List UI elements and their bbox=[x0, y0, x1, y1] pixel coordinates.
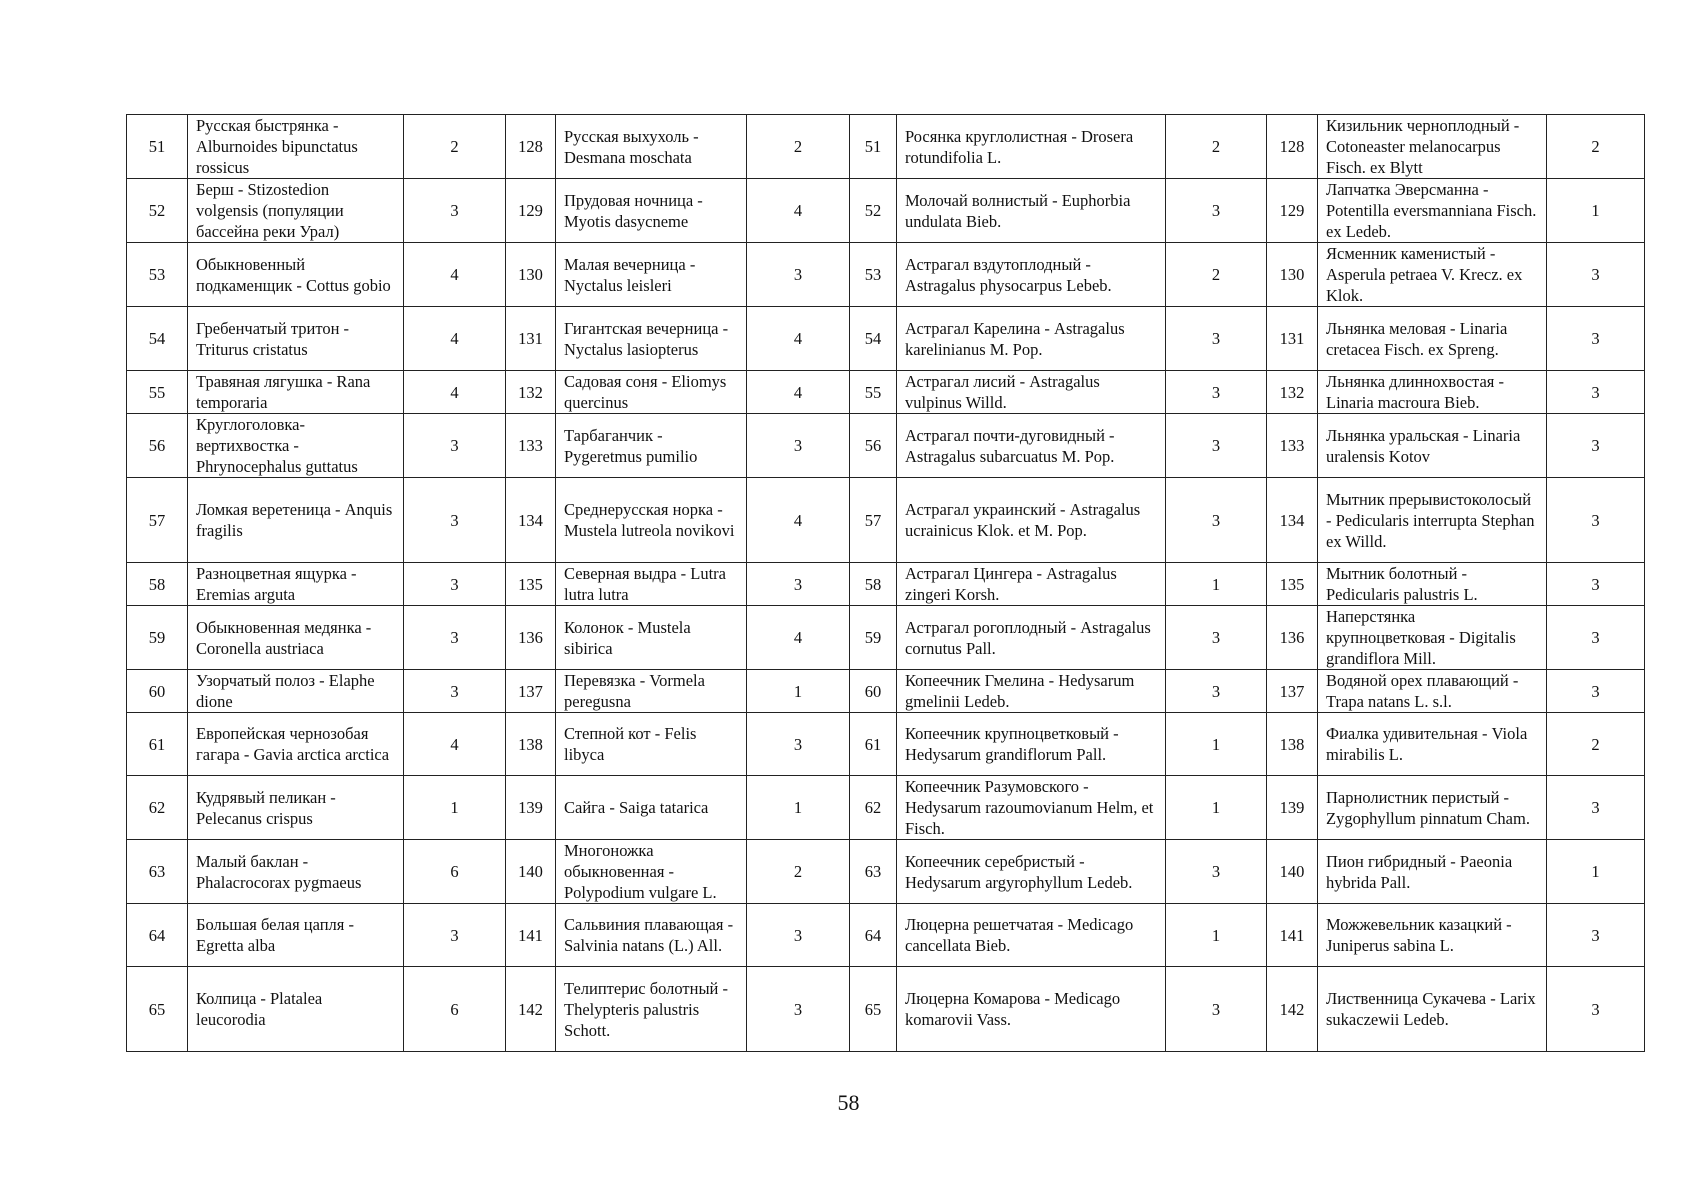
row-number-cell: 59 bbox=[127, 606, 188, 670]
category-cell: 3 bbox=[1166, 967, 1267, 1052]
species-cell: Малая вечерница - Nyctalus leisleri bbox=[556, 243, 747, 307]
row-number-cell: 65 bbox=[850, 967, 897, 1052]
category-cell: 3 bbox=[1166, 179, 1267, 243]
row-number-cell: 131 bbox=[1267, 307, 1318, 371]
row-number-cell: 60 bbox=[127, 670, 188, 713]
table-row bbox=[127, 371, 1645, 414]
row-number-cell: 142 bbox=[1267, 967, 1318, 1052]
species-table bbox=[126, 114, 1645, 1052]
category-cell: 2 bbox=[1547, 713, 1645, 776]
row-number-cell: 62 bbox=[127, 776, 188, 840]
category-cell: 3 bbox=[1547, 478, 1645, 563]
category-cell: 3 bbox=[404, 478, 506, 563]
category-cell: 4 bbox=[747, 606, 850, 670]
species-cell: Копеечник Гмелина - Hedysarum gmelinii Ledeb. bbox=[897, 670, 1166, 713]
category-cell: 6 bbox=[404, 967, 506, 1052]
category-cell: 3 bbox=[404, 606, 506, 670]
row-number-cell: 134 bbox=[506, 478, 556, 563]
species-cell: Фиалка удивительная - Viola mirabilis L. bbox=[1318, 713, 1547, 776]
category-cell: 1 bbox=[747, 670, 850, 713]
category-cell: 1 bbox=[1166, 713, 1267, 776]
row-number-cell: 59 bbox=[850, 606, 897, 670]
row-number-cell: 131 bbox=[506, 307, 556, 371]
species-cell: Тарбаганчик - Pygeretmus pumilio bbox=[556, 414, 747, 478]
category-cell: 3 bbox=[1166, 307, 1267, 371]
species-cell: Садовая соня - Eliomys quercinus bbox=[556, 371, 747, 414]
category-cell: 2 bbox=[747, 115, 850, 179]
species-cell: Астрагал украинский - Astragalus ucrainicus Klok. et M. Pop. bbox=[897, 478, 1166, 563]
category-cell: 1 bbox=[1166, 563, 1267, 606]
category-cell: 3 bbox=[1547, 670, 1645, 713]
category-cell: 3 bbox=[1547, 904, 1645, 967]
species-cell: Сайга - Saiga tatarica bbox=[556, 776, 747, 840]
category-cell: 3 bbox=[747, 713, 850, 776]
category-cell: 6 bbox=[404, 840, 506, 904]
species-cell: Копеечник Разумовского - Hedysarum razoumovianum Helm, et Fisch. bbox=[897, 776, 1166, 840]
species-cell: Ломкая веретеница - Anquis fragilis bbox=[188, 478, 404, 563]
species-cell: Астрагал лисий - Astragalus vulpinus Willd. bbox=[897, 371, 1166, 414]
species-cell: Степной кот - Felis libyca bbox=[556, 713, 747, 776]
species-cell: Европейская чернозобая гагара - Gavia arctica arctica bbox=[188, 713, 404, 776]
species-cell: Люцерна Комарова - Medicago komarovii Vass. bbox=[897, 967, 1166, 1052]
species-cell: Молочай волнистый - Euphorbia undulata Bieb. bbox=[897, 179, 1166, 243]
species-cell: Льнянка длиннохвостая - Linaria macroura Bieb. bbox=[1318, 371, 1547, 414]
species-cell: Гигантская вечерница - Nyctalus lasiopterus bbox=[556, 307, 747, 371]
species-cell: Колпица - Platalea leucorodia bbox=[188, 967, 404, 1052]
species-cell: Русская быстрянка - Alburnoides bipunctatus rossicus bbox=[188, 115, 404, 179]
species-cell: Круглоголовка-вертихвостка - Phrynocephalus guttatus bbox=[188, 414, 404, 478]
category-cell: 2 bbox=[747, 840, 850, 904]
species-cell: Большая белая цапля - Egretta alba bbox=[188, 904, 404, 967]
row-number-cell: 53 bbox=[850, 243, 897, 307]
species-cell: Астрагал рогоплодный - Astragalus cornutus Pall. bbox=[897, 606, 1166, 670]
category-cell: 3 bbox=[1166, 606, 1267, 670]
species-cell: Кудрявый пеликан - Pelecanus crispus bbox=[188, 776, 404, 840]
species-cell: Перевязка - Vormela peregusna bbox=[556, 670, 747, 713]
row-number-cell: 141 bbox=[506, 904, 556, 967]
row-number-cell: 129 bbox=[1267, 179, 1318, 243]
row-number-cell: 64 bbox=[850, 904, 897, 967]
category-cell: 4 bbox=[747, 307, 850, 371]
category-cell: 3 bbox=[1547, 243, 1645, 307]
species-cell: Прудовая ночница - Myotis dasycneme bbox=[556, 179, 747, 243]
category-cell: 4 bbox=[404, 371, 506, 414]
category-cell: 3 bbox=[1547, 776, 1645, 840]
row-number-cell: 135 bbox=[1267, 563, 1318, 606]
row-number-cell: 64 bbox=[127, 904, 188, 967]
row-number-cell: 55 bbox=[850, 371, 897, 414]
category-cell: 3 bbox=[1166, 670, 1267, 713]
table-row bbox=[127, 967, 1645, 1052]
species-cell: Льнянка меловая - Linaria cretacea Fisch. ex Spreng. bbox=[1318, 307, 1547, 371]
table-row bbox=[127, 307, 1645, 371]
species-cell: Астрагал вздутоплодный - Astragalus physocarpus Lebeb. bbox=[897, 243, 1166, 307]
row-number-cell: 52 bbox=[850, 179, 897, 243]
species-cell: Узорчатый полоз - Elaphe dione bbox=[188, 670, 404, 713]
species-cell: Гребенчатый тритон - Triturus cristatus bbox=[188, 307, 404, 371]
row-number-cell: 130 bbox=[506, 243, 556, 307]
row-number-cell: 133 bbox=[506, 414, 556, 478]
species-cell: Копеечник крупноцветковый - Hedysarum grandiflorum Pall. bbox=[897, 713, 1166, 776]
species-cell: Ясменник каменистый - Asperula petraea V. Krecz. ex Klok. bbox=[1318, 243, 1547, 307]
row-number-cell: 140 bbox=[506, 840, 556, 904]
row-number-cell: 137 bbox=[506, 670, 556, 713]
species-cell: Разноцветная ящурка - Eremias arguta bbox=[188, 563, 404, 606]
category-cell: 3 bbox=[747, 563, 850, 606]
table-row bbox=[127, 713, 1645, 776]
row-number-cell: 132 bbox=[506, 371, 556, 414]
species-cell: Можжевельник казацкий - Juniperus sabina L. bbox=[1318, 904, 1547, 967]
table-row bbox=[127, 840, 1645, 904]
category-cell: 4 bbox=[404, 243, 506, 307]
species-cell: Лиственница Сукачева - Larix sukaczewii Ledeb. bbox=[1318, 967, 1547, 1052]
species-cell: Астрагал Цингера - Astragalus zingeri Korsh. bbox=[897, 563, 1166, 606]
species-cell: Водяной орех плавающий - Trapa natans L. s.l. bbox=[1318, 670, 1547, 713]
row-number-cell: 57 bbox=[127, 478, 188, 563]
category-cell: 3 bbox=[1166, 414, 1267, 478]
row-number-cell: 63 bbox=[850, 840, 897, 904]
species-cell: Северная выдра - Lutra lutra lutra bbox=[556, 563, 747, 606]
row-number-cell: 136 bbox=[1267, 606, 1318, 670]
row-number-cell: 52 bbox=[127, 179, 188, 243]
species-cell: Обыкновенная медянка - Coronella austriaca bbox=[188, 606, 404, 670]
category-cell: 3 bbox=[404, 904, 506, 967]
row-number-cell: 61 bbox=[850, 713, 897, 776]
category-cell: 3 bbox=[1547, 967, 1645, 1052]
category-cell: 1 bbox=[404, 776, 506, 840]
species-cell: Астрагал Карелина - Astragalus karelinianus M. Pop. bbox=[897, 307, 1166, 371]
category-cell: 3 bbox=[747, 243, 850, 307]
category-cell: 1 bbox=[1547, 179, 1645, 243]
species-cell: Льнянка уральская - Linaria uralensis Kotov bbox=[1318, 414, 1547, 478]
category-cell: 4 bbox=[747, 478, 850, 563]
row-number-cell: 51 bbox=[127, 115, 188, 179]
row-number-cell: 138 bbox=[1267, 713, 1318, 776]
row-number-cell: 130 bbox=[1267, 243, 1318, 307]
category-cell: 4 bbox=[404, 713, 506, 776]
category-cell: 1 bbox=[1166, 904, 1267, 967]
species-cell: Берш - Stizostedion volgensis (популяции бассейна реки Урал) bbox=[188, 179, 404, 243]
row-number-cell: 139 bbox=[506, 776, 556, 840]
row-number-cell: 139 bbox=[1267, 776, 1318, 840]
table-row bbox=[127, 478, 1645, 563]
row-number-cell: 141 bbox=[1267, 904, 1318, 967]
category-cell: 3 bbox=[1547, 307, 1645, 371]
category-cell: 1 bbox=[1547, 840, 1645, 904]
category-cell: 3 bbox=[1166, 478, 1267, 563]
category-cell: 3 bbox=[747, 414, 850, 478]
category-cell: 4 bbox=[747, 371, 850, 414]
species-cell: Росянка круглолистная - Drosera rotundifolia L. bbox=[897, 115, 1166, 179]
row-number-cell: 142 bbox=[506, 967, 556, 1052]
table-row bbox=[127, 904, 1645, 967]
table-row bbox=[127, 115, 1645, 179]
row-number-cell: 138 bbox=[506, 713, 556, 776]
species-cell: Мытник болотный - Pedicularis palustris L. bbox=[1318, 563, 1547, 606]
row-number-cell: 51 bbox=[850, 115, 897, 179]
category-cell: 2 bbox=[1166, 115, 1267, 179]
species-cell: Среднерусская норка - Mustela lutreola novikovi bbox=[556, 478, 747, 563]
species-cell: Колонок - Mustela sibirica bbox=[556, 606, 747, 670]
row-number-cell: 132 bbox=[1267, 371, 1318, 414]
species-cell: Астрагал почти-дуговидный - Astragalus subarcuatus M. Pop. bbox=[897, 414, 1166, 478]
table-row bbox=[127, 179, 1645, 243]
category-cell: 3 bbox=[404, 563, 506, 606]
species-cell: Копеечник серебристый - Hedysarum argyrophyllum Ledeb. bbox=[897, 840, 1166, 904]
row-number-cell: 135 bbox=[506, 563, 556, 606]
table-row bbox=[127, 563, 1645, 606]
category-cell: 3 bbox=[404, 179, 506, 243]
category-cell: 4 bbox=[404, 307, 506, 371]
category-cell: 3 bbox=[1547, 414, 1645, 478]
row-number-cell: 58 bbox=[127, 563, 188, 606]
row-number-cell: 54 bbox=[850, 307, 897, 371]
species-cell: Кизильник черноплодный - Cotoneaster melanocarpus Fisch. ex Blytt bbox=[1318, 115, 1547, 179]
row-number-cell: 57 bbox=[850, 478, 897, 563]
category-cell: 1 bbox=[747, 776, 850, 840]
species-cell: Русская выхухоль - Desmana moschata bbox=[556, 115, 747, 179]
row-number-cell: 62 bbox=[850, 776, 897, 840]
category-cell: 3 bbox=[747, 967, 850, 1052]
species-cell: Телиптерис болотный - Thelypteris palustris Schott. bbox=[556, 967, 747, 1052]
category-cell: 4 bbox=[747, 179, 850, 243]
species-cell: Наперстянка крупноцветковая - Digitalis grandiflora Mill. bbox=[1318, 606, 1547, 670]
row-number-cell: 53 bbox=[127, 243, 188, 307]
category-cell: 3 bbox=[404, 670, 506, 713]
species-cell: Люцерна решетчатая - Medicago cancellata Bieb. bbox=[897, 904, 1166, 967]
category-cell: 3 bbox=[1166, 371, 1267, 414]
species-cell: Мытник прерывистоколосый - Pedicularis interrupta Stephan ex Willd. bbox=[1318, 478, 1547, 563]
row-number-cell: 136 bbox=[506, 606, 556, 670]
category-cell: 3 bbox=[1547, 563, 1645, 606]
table-row bbox=[127, 670, 1645, 713]
table-row bbox=[127, 776, 1645, 840]
category-cell: 3 bbox=[1547, 371, 1645, 414]
table-row bbox=[127, 243, 1645, 307]
category-cell: 1 bbox=[1166, 776, 1267, 840]
species-cell: Парнолистник перистый - Zygophyllum pinnatum Cham. bbox=[1318, 776, 1547, 840]
row-number-cell: 55 bbox=[127, 371, 188, 414]
species-cell: Обыкновенный подкаменщик - Cottus gobio bbox=[188, 243, 404, 307]
category-cell: 2 bbox=[1547, 115, 1645, 179]
row-number-cell: 56 bbox=[850, 414, 897, 478]
row-number-cell: 60 bbox=[850, 670, 897, 713]
species-cell: Сальвиния плавающая - Salvinia natans (L.) All. bbox=[556, 904, 747, 967]
row-number-cell: 65 bbox=[127, 967, 188, 1052]
row-number-cell: 140 bbox=[1267, 840, 1318, 904]
category-cell: 2 bbox=[1166, 243, 1267, 307]
table-row bbox=[127, 414, 1645, 478]
row-number-cell: 61 bbox=[127, 713, 188, 776]
category-cell: 3 bbox=[404, 414, 506, 478]
species-cell: Лапчатка Эверсманна - Potentilla eversmanniana Fisch. ex Ledeb. bbox=[1318, 179, 1547, 243]
category-cell: 3 bbox=[1166, 840, 1267, 904]
row-number-cell: 56 bbox=[127, 414, 188, 478]
species-cell: Многоножка обыкновенная - Polypodium vulgare L. bbox=[556, 840, 747, 904]
row-number-cell: 128 bbox=[506, 115, 556, 179]
row-number-cell: 133 bbox=[1267, 414, 1318, 478]
row-number-cell: 134 bbox=[1267, 478, 1318, 563]
category-cell: 3 bbox=[747, 904, 850, 967]
row-number-cell: 63 bbox=[127, 840, 188, 904]
species-cell: Пион гибридный - Paeonia hybrida Pall. bbox=[1318, 840, 1547, 904]
page-number: 58 bbox=[837, 1090, 860, 1115]
species-cell: Травяная лягушка - Rana temporaria bbox=[188, 371, 404, 414]
row-number-cell: 58 bbox=[850, 563, 897, 606]
row-number-cell: 128 bbox=[1267, 115, 1318, 179]
row-number-cell: 129 bbox=[506, 179, 556, 243]
row-number-cell: 137 bbox=[1267, 670, 1318, 713]
category-cell: 2 bbox=[404, 115, 506, 179]
table-row bbox=[127, 606, 1645, 670]
category-cell: 3 bbox=[1547, 606, 1645, 670]
species-cell: Малый баклан - Phalacrocorax pygmaeus bbox=[188, 840, 404, 904]
row-number-cell: 54 bbox=[127, 307, 188, 371]
